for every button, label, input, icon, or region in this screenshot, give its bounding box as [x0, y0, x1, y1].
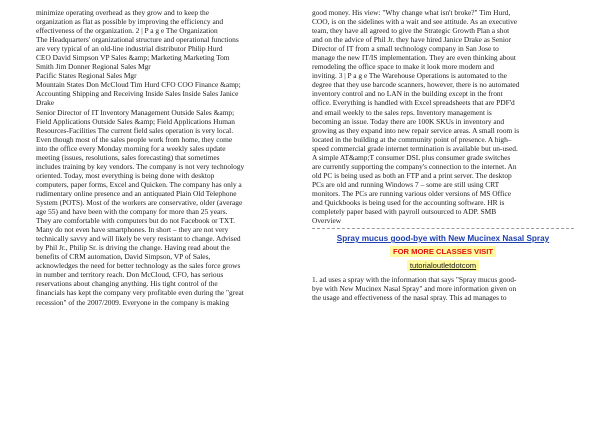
- text-line: Overview: [312, 216, 342, 226]
- text-line: financials has kept the company very profitable even during the "great: [36, 288, 244, 298]
- text-line: Even though most of the sales people work from home, they come: [36, 134, 233, 144]
- text-line: effectiveness of the organization. 2 | P a g e The Organization: [36, 26, 218, 36]
- text-line: Accounting Shipping and Receiving Inside Sales Inside Sales Janice: [36, 89, 239, 99]
- text-line: A simple AT&amp;T consumer DSL plus consumer grade switches: [312, 152, 511, 162]
- text-line: computers, paper forms, Excel and Quicken. The company has only a: [36, 179, 242, 189]
- more-classes-banner: FOR MORE CLASSES VISIT: [390, 246, 496, 257]
- text-line: monitors. The PCs are running various older versions of MS Office: [312, 188, 512, 198]
- text-line: COO, is on the sidelines with a wait and see attitude. As an executive: [312, 17, 518, 27]
- right-text-column: [312, 8, 582, 302]
- text-line: oriented. Today, most everything is being done with desktop: [36, 170, 215, 180]
- text-line: System (POTS). Most of the workers are conservative, older (average: [36, 197, 243, 207]
- text-line: rudimentary online presence and an antiquated Plain Old Telephone: [36, 188, 237, 198]
- text-line: meeting (issues, resolutions, sales forecasting) that sometimes: [36, 152, 220, 162]
- text-line: manage the new IT/IS implementation. They are even thinking about: [312, 53, 516, 63]
- text-line: located in the building at the community point of presence. A high–: [312, 134, 512, 144]
- text-line: bye with New Mucinex Nasal Spray" and more information given on: [312, 284, 517, 294]
- text-line: PCs are old and running Windows 7 – some are still using CRT: [312, 179, 500, 189]
- text-line: minimize operating overhead as they grow and to keep the: [36, 8, 210, 17]
- text-line: and on the advice of Phil Jr. they have hired Janice Drake as Senior: [312, 35, 512, 45]
- text-line: Director of IT from a small technology company in San Jose to: [312, 44, 499, 54]
- text-line: growing as they expand into new repair service areas. A small room is: [312, 125, 520, 135]
- text-line: Drake: [36, 98, 55, 108]
- text-line: includes training by key vendors. The company is not very technology: [36, 161, 245, 171]
- advertisement-block: [312, 233, 574, 273]
- text-line: office. Everything is handled with Excel spreadsheets that are PDF'd: [312, 98, 515, 108]
- right-column-continuation: [312, 275, 582, 302]
- text-line: completely paper based with payroll outsourced to ADP. SMB: [312, 207, 497, 217]
- text-line: recession" of the 2007/2009. Everyone in the company is making: [36, 297, 230, 307]
- text-line: CEO David Simpson VP Sales &amp; Marketing Marketing Tom: [36, 53, 230, 63]
- text-line: degree that they use barcode scanners, however, there is no automated: [312, 80, 520, 90]
- text-line: acknowledges the need for better technology as the sales force grows: [36, 261, 241, 271]
- text-line: and Quickbooks is being used for the accounting software. HR is: [312, 197, 505, 207]
- text-line: by Phil Jr., Philip Sr. is driving the change. Having read about the: [36, 243, 230, 253]
- text-line: Mountain States Don McCloud Tim Hurd CFO COO Finance &amp;: [36, 80, 241, 90]
- text-line: are very typical of an old-line industrial distributor Philip Hurd: [36, 44, 223, 54]
- text-line: old PC is being used as both an FTP and a print server. The desktop: [312, 170, 512, 180]
- text-line: benefits of CRM automation, David Simpson, VP of Sales,: [36, 252, 211, 262]
- left-text-column: [36, 8, 298, 307]
- text-line: 1. ad uses a spray with the information that says "Spray mucus good-: [312, 275, 517, 285]
- text-line: Resources-Facilities The current field sales operation is very local.: [36, 125, 234, 135]
- text-line: remodeling the office space to make it look more modern and: [312, 62, 495, 72]
- text-line: organization as flat as possible by improving the efficiency and: [36, 17, 224, 27]
- text-line: in number and territory reach. Don McCloud, CFO, has serious: [36, 270, 224, 280]
- text-line: age 55) and have been with the company for more than 25 years.: [36, 207, 228, 217]
- text-line: becoming an issue. Today there are 100K SKUs in inventory and: [312, 116, 505, 126]
- text-line: good money. His view: "Why change what isn't broke?" Tim Hurd,: [312, 8, 511, 17]
- text-line: The Headquarters' organizational structure and operational functions: [36, 35, 239, 45]
- text-line: Field Applications Outside Sales &amp; Field Applications Human: [36, 116, 235, 126]
- section-divider: [312, 228, 574, 229]
- text-line: inventory control and no LAN in the building except in the front: [312, 89, 503, 99]
- text-line: inviting. 3 | P a g e The Warehouse Operations is automated to the: [312, 71, 507, 81]
- text-line: the usage and effectiveness of the nasal spray. This ad manages to: [312, 293, 507, 303]
- tutorial-outlet-link[interactable]: tutorialoutletdotcom: [407, 260, 479, 271]
- text-line: technically savvy and will likely be very resistant to change. Advised: [36, 234, 241, 244]
- ad-title-link[interactable]: Spray mucus good-bye with New Mucinex Nasal Spray: [336, 234, 550, 244]
- text-line: into the office every Monday morning for a weekly sales update: [36, 143, 226, 153]
- text-line: Smith Jim Donner Regional Sales Mgr: [36, 62, 151, 72]
- text-line: They are comfortable with computers but do not Facebook or TXT.: [36, 216, 236, 226]
- text-line: Pacific States Regional Sales Mgr: [36, 71, 137, 81]
- text-line: and email weekly to the sales reps. Inventory management is: [312, 107, 492, 117]
- text-line: Many do not even have smartphones. In short – they are not very: [36, 225, 229, 235]
- text-line: speed commercial grade internet termination is available but un-used.: [312, 143, 518, 153]
- right-column-body: [312, 8, 582, 225]
- text-line: Senior Director of IT Inventory Management Outside Sales &amp;: [36, 107, 235, 117]
- text-line: team, they have all agreed to give the Strategic Growth Plan a shot: [312, 26, 510, 36]
- text-line: are currently supporting the company's connection to the internet. An: [312, 161, 517, 171]
- text-line: reservations about changing anything. His tight control of the: [36, 279, 218, 289]
